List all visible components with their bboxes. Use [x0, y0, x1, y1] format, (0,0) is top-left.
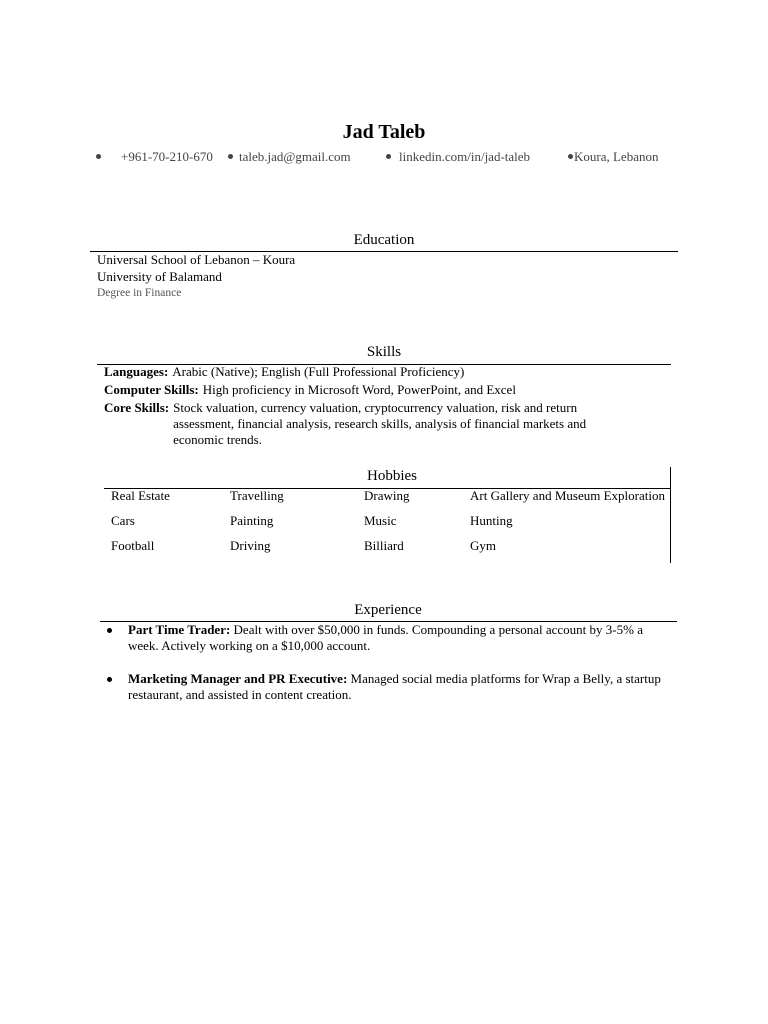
bullet-icon [107, 628, 112, 633]
hobby-item: Cars [111, 513, 135, 528]
contact-location [568, 149, 658, 165]
email-text: taleb.jad@gmail.com [239, 149, 351, 164]
experience-label: Marketing Manager and PR Executive: [128, 671, 348, 686]
hobby-item: Billiard [364, 538, 404, 553]
experience-label: Part Time Trader: [128, 622, 231, 637]
skill-computer [104, 382, 644, 398]
hobby-item: Hunting [470, 513, 513, 528]
skill-core [104, 400, 634, 448]
hobby-item: Drawing [364, 488, 410, 503]
experience-item [107, 671, 677, 703]
contact-linkedin [386, 149, 530, 165]
hobby-item: Travelling [230, 488, 284, 503]
resume-name: Jad Taleb [342, 121, 426, 143]
experience-text [128, 622, 657, 654]
bullet-icon [107, 677, 112, 682]
experience-value: Managed social media platforms for Wrap a Belly, a startup restaurant, and assisted in content creation. [128, 671, 661, 702]
skill-label: Computer Skills: [104, 382, 199, 397]
hobby-item: Art Gallery and Museum Exploration [470, 488, 665, 503]
education-heading: Education [353, 232, 415, 248]
contact-phone [96, 149, 213, 165]
location-text: Koura, Lebanon [574, 149, 659, 164]
hobbies-border [670, 467, 671, 563]
skill-label: Core Skills: [104, 400, 170, 415]
experience-text [128, 671, 677, 703]
hobby-item: Real Estate [111, 488, 170, 503]
bullet-icon [96, 154, 101, 159]
skill-languages [104, 364, 644, 380]
hobby-item: Driving [230, 538, 271, 553]
education-university: University of Balamand [97, 269, 222, 284]
hobbies-heading: Hobbies [367, 468, 417, 484]
education-degree: Degree in Finance [97, 287, 182, 299]
bullet-icon [228, 154, 233, 159]
skills-heading: Skills [366, 344, 402, 360]
hobby-item: Gym [470, 538, 496, 553]
experience-heading: Experience [354, 602, 422, 618]
phone-text: +961-70-210-670 [121, 149, 213, 164]
bullet-icon [386, 154, 391, 159]
hobby-item: Music [364, 513, 397, 528]
linkedin-text: linkedin.com/in/jad-taleb [399, 149, 531, 164]
skill-label: Languages: [104, 364, 169, 379]
hobby-item: Football [111, 538, 155, 553]
skill-value: Stock valuation, currency valuation, cryptocurrency valuation, risk and return assessment, financial analysis, research skills, analysis of financial markets and economic trends. [173, 400, 587, 447]
skill-value: High proficiency in Microsoft Word, PowerPoint, and Excel [202, 382, 516, 397]
skill-value: Arabic (Native); English (Full Professional Proficiency) [172, 364, 465, 379]
experience-item [107, 622, 657, 654]
education-school: Universal School of Lebanon – Koura [97, 252, 296, 267]
experience-value: Dealt with over $50,000 in funds. Compounding a personal account by 3-5% a week. Actively working on a $10,000 account. [128, 622, 643, 653]
hobby-item: Painting [230, 513, 274, 528]
bullet-icon [568, 154, 573, 159]
contact-email [228, 149, 351, 165]
